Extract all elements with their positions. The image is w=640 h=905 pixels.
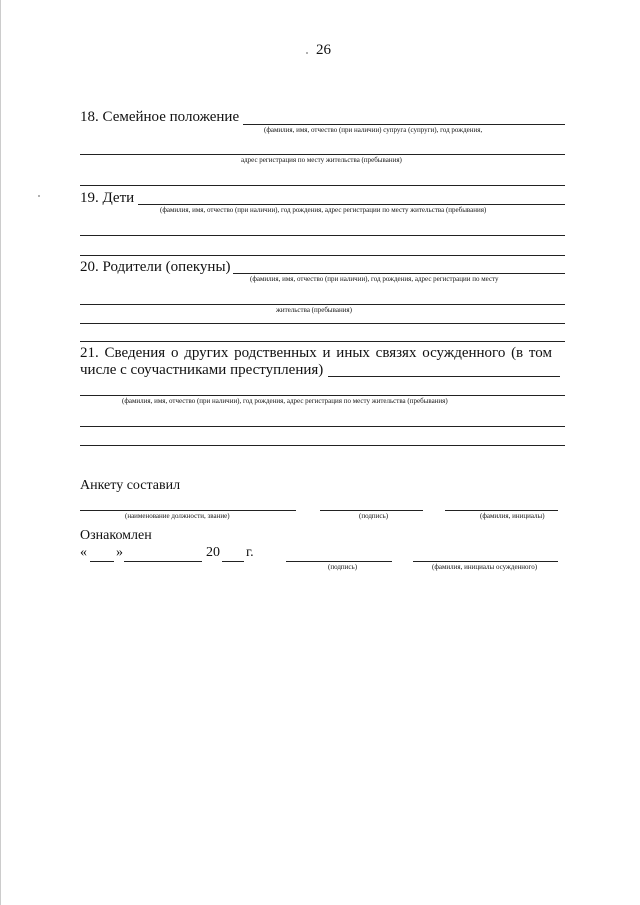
section-19-field-line-1[interactable]	[138, 204, 565, 205]
compiled-name-caption: (фамилия, инициалы)	[480, 512, 545, 520]
date-month-field[interactable]	[124, 561, 202, 562]
section-21-field-line-4[interactable]	[80, 445, 565, 446]
compiled-signature-caption: (подпись)	[359, 512, 389, 520]
section-19-caption: (фамилия, имя, отчество (при наличии), год рождения, адрес регистрации по месту жительства (пребывания)	[160, 206, 487, 214]
section-19-field-line-2[interactable]	[80, 235, 565, 236]
section-21-caption: (фамилия, имя, отчество (при наличии), год рождения, адрес регистрация по месту жительства (пребывания)	[122, 397, 448, 405]
scan-speck	[306, 52, 308, 54]
section-20-field-line-1[interactable]	[233, 273, 565, 274]
section-18-field-line-2[interactable]	[80, 154, 565, 155]
date-year-suffix: г.	[246, 545, 254, 560]
section-21-field-line-3[interactable]	[80, 426, 565, 427]
section-19-label: 19. Дети	[80, 190, 135, 206]
section-21-field-line-2[interactable]	[80, 395, 565, 396]
acknowledged-label: Ознакомлен	[80, 528, 152, 543]
section-21-label-line-1: 21. Сведения о других родственных и иных связях осужденного (в том	[80, 345, 552, 361]
compiled-name-line[interactable]	[445, 510, 558, 511]
date-quote-open: «	[80, 545, 87, 560]
section-18-field-line-3[interactable]	[80, 185, 565, 186]
ack-name-caption: (фамилия, инициалы осужденного)	[432, 563, 538, 571]
section-20-field-line-4[interactable]	[80, 341, 565, 342]
page-number: 26	[316, 42, 331, 58]
compiled-signature-line[interactable]	[320, 510, 423, 511]
date-year-prefix: 20	[206, 545, 220, 560]
compiled-position-caption: (наименование должности, звание)	[125, 512, 230, 520]
section-18-field-line-1[interactable]	[243, 124, 565, 125]
ack-signature-line[interactable]	[286, 561, 392, 562]
left-edge-shadow	[0, 0, 1, 905]
section-18-label: 18. Семейное положение	[80, 109, 240, 125]
ack-name-line[interactable]	[413, 561, 558, 562]
section-18-caption-1: (фамилия, имя, отчество (при наличии) супруга (супруги), год рождения,	[264, 126, 483, 134]
date-day-field[interactable]	[90, 561, 114, 562]
compiled-position-line[interactable]	[80, 510, 296, 511]
section-20-caption-2: жительства (пребывания)	[276, 306, 352, 314]
section-21-label-line-2: числе с соучастниками преступления)	[80, 362, 324, 378]
ack-signature-caption: (подпись)	[328, 563, 358, 571]
compiled-by-label: Анкету составил	[80, 478, 181, 493]
scan-speck	[38, 195, 40, 197]
section-20-caption-1: (фамилия, имя, отчество (при наличии), год рождения, адрес регистрации по месту	[250, 275, 499, 283]
date-year-field[interactable]	[222, 561, 244, 562]
section-20-field-line-2[interactable]	[80, 304, 565, 305]
date-quote-close: »	[116, 545, 123, 560]
section-20-field-line-3[interactable]	[80, 323, 565, 324]
section-21-field-line-1[interactable]	[328, 376, 560, 377]
section-20-label: 20. Родители (опекуны)	[80, 259, 231, 275]
section-18-caption-2: адрес регистрация по месту жительства (пребывания)	[241, 156, 402, 164]
section-19-field-line-3[interactable]	[80, 255, 565, 256]
